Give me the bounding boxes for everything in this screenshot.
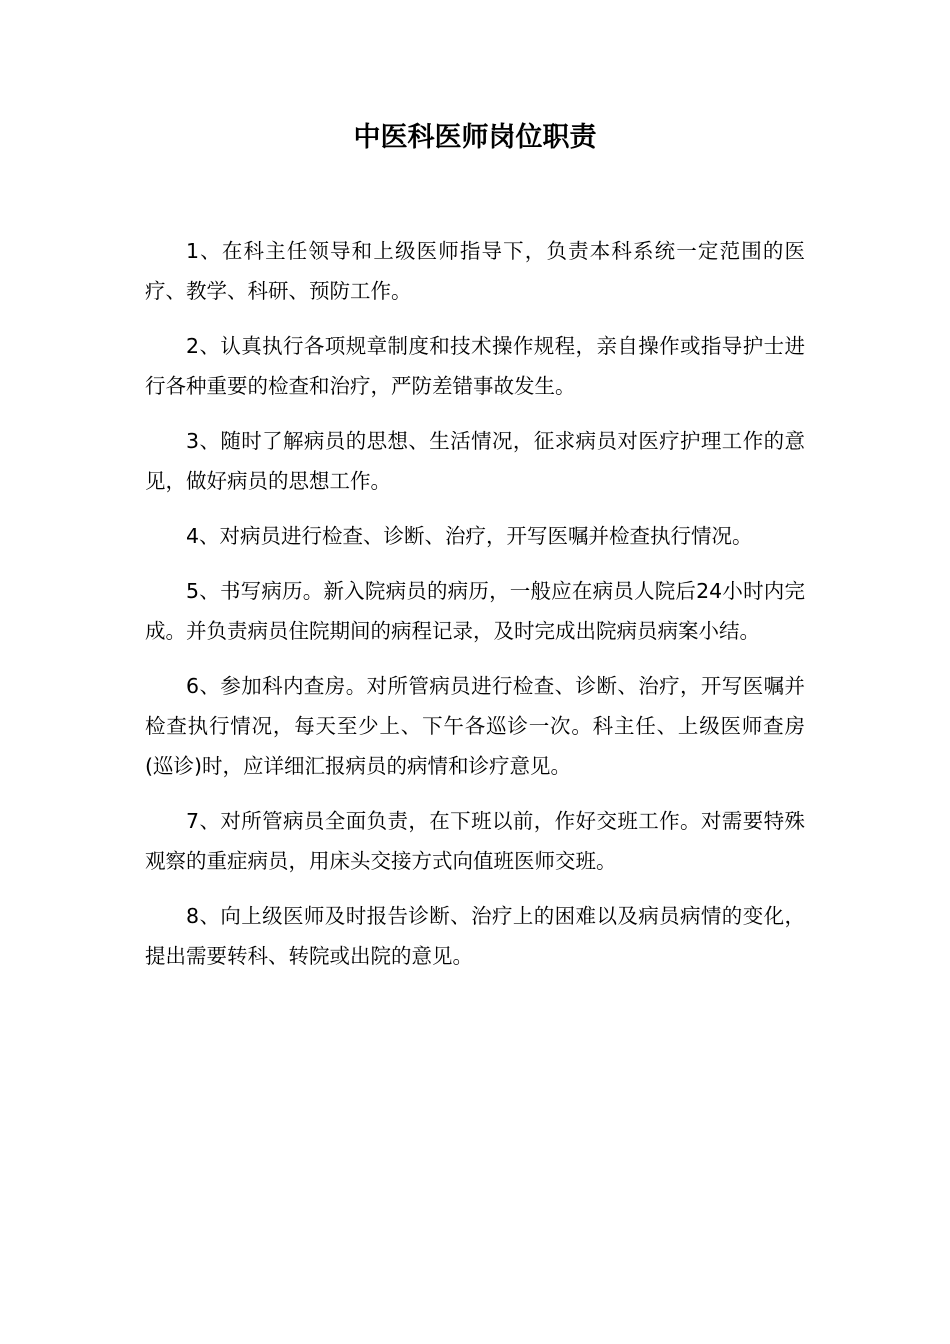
paragraph-3: 3、随时了解病员的思想、生活情况，征求病员对医疗护理工作的意见，做好病员的思想工作。 bbox=[145, 429, 805, 493]
paragraph-2: 2、认真执行各项规章制度和技术操作规程，亲自操作或指导护士进行各种重要的检查和治疗，严防差错事故发生。 bbox=[145, 334, 805, 398]
paragraph-4: 4、对病员进行检查、诊断、治疗，开写医嘱并检查执行情况。 bbox=[186, 524, 753, 548]
paragraph-6: 6、参加科内查房。对所管病员进行检查、诊断、治疗，开写医嘱并检查执行情况，每天至少上、下午各巡诊一次。科主任、上级医师查房(巡诊)时，应详细汇报病员的病情和诊疗意见。 bbox=[145, 674, 805, 778]
paragraph-1: 1、在科主任领导和上级医师指导下，负责本科系统一定范围的医疗、教学、科研、预防工作。 bbox=[145, 239, 805, 303]
document-body bbox=[145, 231, 805, 991]
document-title: 中医科医师岗位职责 bbox=[353, 122, 597, 153]
paragraph-5: 5、书写病历。新入院病员的病历，一般应在病员人院后24小时内完成。并负责病员住院期间的病程记录，及时完成出院病员病案小结。 bbox=[145, 579, 805, 643]
paragraph-8: 8、向上级医师及时报告诊断、治疗上的困难以及病员病情的变化，提出需要转科、转院或出院的意见。 bbox=[145, 904, 805, 968]
paragraph-7: 7、对所管病员全面负责，在下班以前，作好交班工作。对需要特殊观察的重症病员，用床头交接方式向值班医师交班。 bbox=[145, 809, 805, 873]
